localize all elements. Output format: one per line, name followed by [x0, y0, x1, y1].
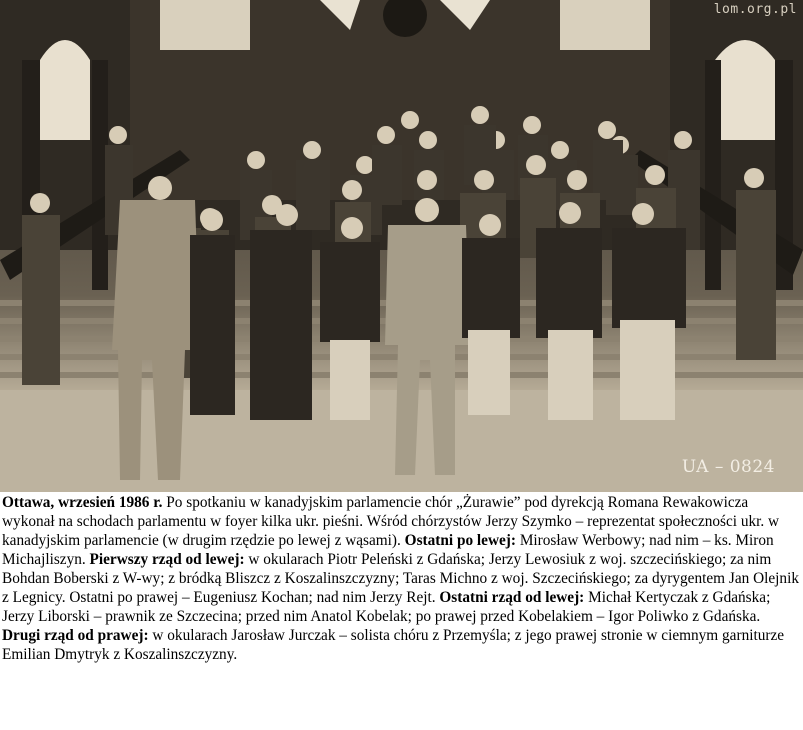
caption-title: Ottawa, wrzesień 1986 r. [2, 494, 163, 511]
caption-heading-front-left: Pierwszy rząd od lewej: [89, 551, 245, 568]
caption-heading-back-left: Ostatni po lewej: [404, 532, 516, 549]
caption-last-row-left: Michał Kertyczak z Gdańska; Jerzy Liborski – prawnik ze Szczecina; przed nim Anatol Kobelak; po prawej przed Kobelakiem – Igor Poliwko z Gdańska. [2, 589, 771, 625]
caption-second-row-right: w okularach Jarosław Jurczak – solista chóru z Przemyśla; z jego prawej stronie w ciemnym garniturze Emilian Dmytryk z Koszalinszczyzny. [2, 627, 785, 663]
photo-caption [2, 493, 801, 664]
watermark-text: lom.org.pl [713, 2, 797, 17]
photo-id-label: UA – 0824 [681, 457, 775, 477]
caption-back-left: Mirosław Werbowy; nad nim – ks. Miron Michajliszyn. [2, 532, 774, 568]
caption-heading-last-row-left: Ostatni rząd od lewej: [439, 589, 585, 606]
caption-front-left: w okularach Piotr Peleński z Gdańska; Jerzy Lewosiuk z woj. szczecińskiego; za nim Bohdan Boberski z W-wy; z bródką Bliszcz z Koszalinszczyzny; Taras Michno z woj. Szczecińskiego; za dyrygentem Jan Olejnik z Legnicy. Ostatni po prawej – Eugeniusz Kochan; nad nim Jerzy Rejt. [2, 551, 799, 606]
caption-intro: Po spotkaniu w kanadyjskim parlamencie chór „Żurawie” pod dyrekcją Romana Rewakowicza wykonał na schodach parlamentu w foyer kilka ukr. pieśni. Wśród chórzystów Jerzy Szymko – reprezentat społeczności ukr. w kanadyjskim parlamencie (w drugim rzędzie po lewej z wąsami). [2, 494, 780, 549]
caption-heading-second-row-right: Drugi rząd od prawej: [2, 627, 149, 644]
